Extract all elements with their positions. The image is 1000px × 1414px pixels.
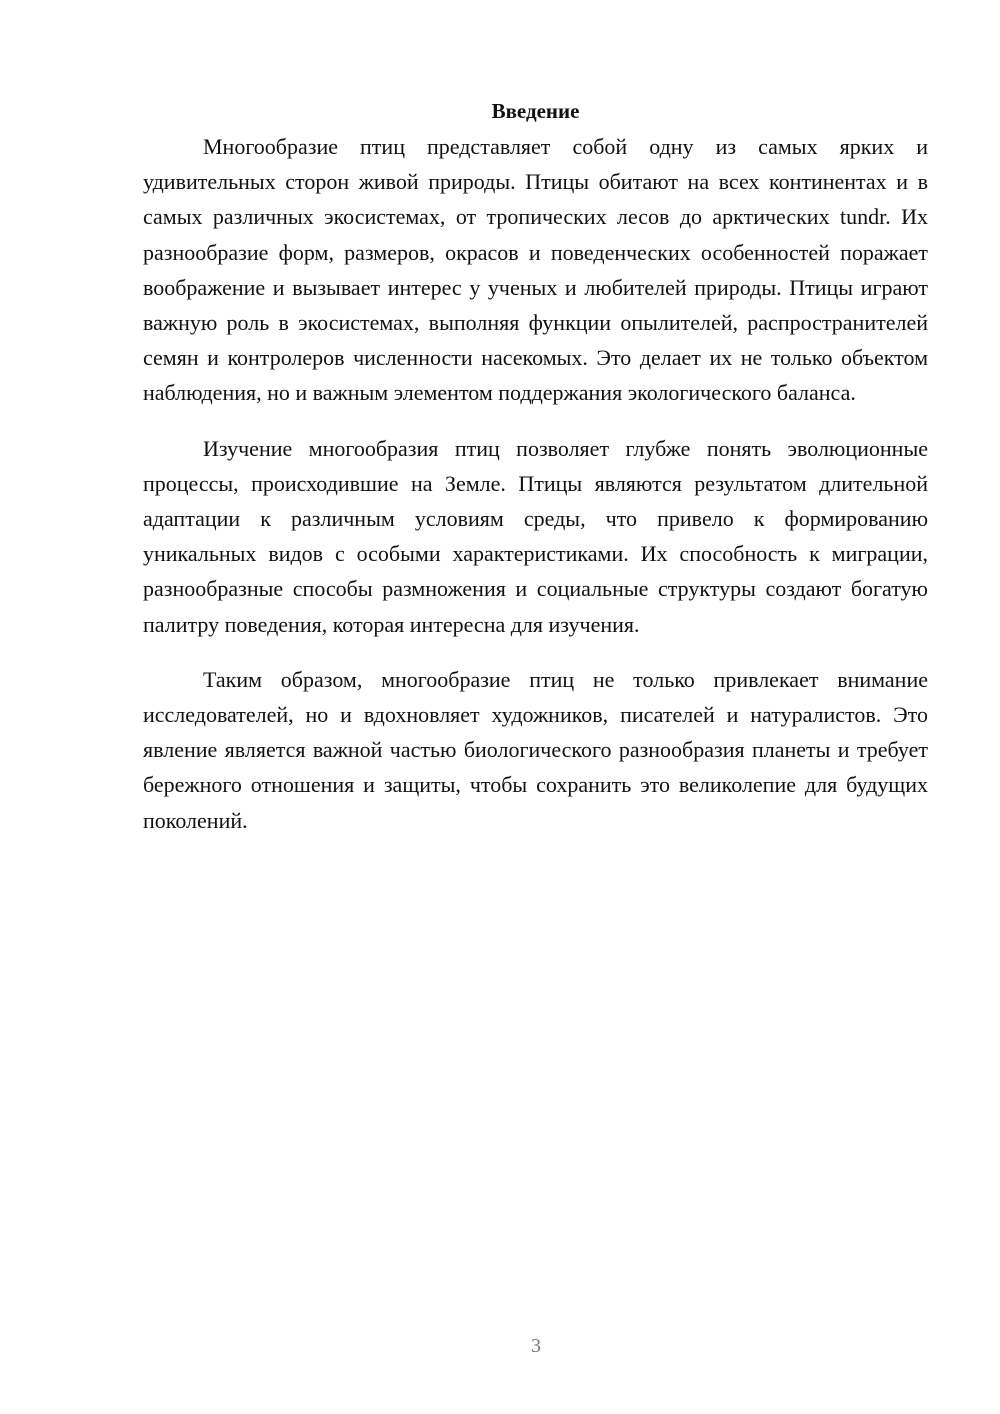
page-content bbox=[143, 96, 928, 858]
page-number: 3 bbox=[531, 1335, 541, 1357]
paragraph: Таким образом, многообразие птиц не только привлекает внимание исследователей, но и вдохновляет художников, писателей и натуралистов. Это явление является важной частью биологического разнообразия планеты и требует бережного отношения и защиты, чтобы сохранить это великолепие для будущих поколений. bbox=[143, 666, 928, 833]
section-heading: Введение bbox=[491, 99, 580, 123]
paragraph: Изучение многообразия птиц позволяет глубже понять эволюционные процессы, происходившие на Земле. Птицы являются результатом длительной адаптации к различным условиям среды, что привело к формированию уникальных видов с особыми характеристиками. Их способность к миграции, разнообразные способы размножения и социальные структуры создают богатую палитру поведения, которая интересна для изучения. bbox=[143, 435, 928, 637]
paragraph: Многообразие птиц представляет собой одну из самых ярких и удивительных сторон живой природы. Птицы обитают на всех континентах и в самых различных экосистемах, от тропических лесов до арктических tundr. Их разнообразие форм, размеров, окрасов и поведенческих особенностей поражает воображение и вызывает интерес у ученых и любителей природы. Птицы играют важную роль в экосистемах, выполняя функции опылителей, распространителей семян и контролеров численности насекомых. Это делает их не только объектом наблюдения, но и важным элементом поддержания экологического баланса. bbox=[143, 134, 928, 406]
